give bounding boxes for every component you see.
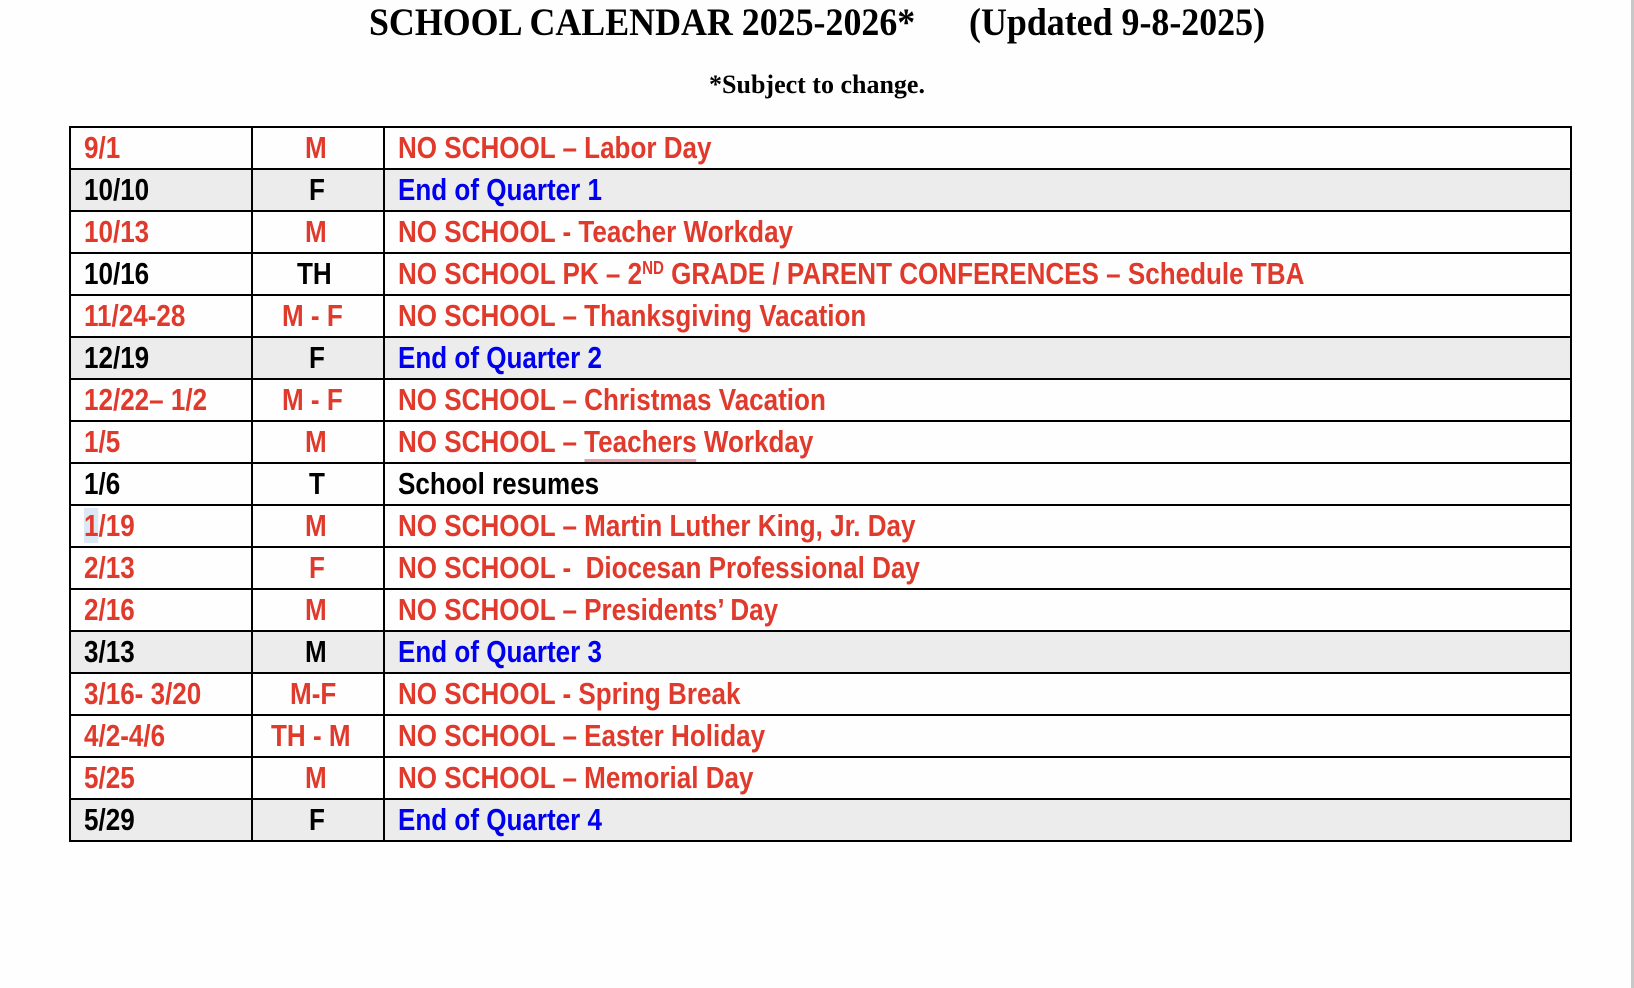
date-cell: 5/29 (70, 799, 252, 841)
date-cell: 10/16 (70, 253, 252, 295)
table-row (70, 799, 1571, 841)
event-cell: NO SCHOOL – Martin Luther King, Jr. Day (384, 505, 1571, 547)
event-cell: End of Quarter 2 (384, 337, 1571, 379)
event-text-post: GRADE / PARENT CONFERENCES – Schedule TBA (663, 256, 1305, 291)
table-row (70, 589, 1571, 631)
event-text-pre: NO SCHOOL PK – 2 (398, 256, 643, 291)
event-cell: NO SCHOOL – Christmas Vacation (384, 379, 1571, 421)
date-cell: 12/22– 1/2 (70, 379, 252, 421)
event-cell: NO SCHOOL - Diocesan Professional Day (384, 547, 1571, 589)
event-cell: NO SCHOOL - Teacher Workday (384, 211, 1571, 253)
date-cell: 11/24-28 (70, 295, 252, 337)
table-row (70, 421, 1571, 463)
date-cell: 10/10 (70, 169, 252, 211)
event-cell (384, 253, 1571, 295)
day-cell: M - F (252, 295, 384, 337)
event-cell (384, 421, 1571, 463)
event-cell: End of Quarter 3 (384, 631, 1571, 673)
ordinal-superscript: ND (642, 258, 664, 278)
day-cell: F (252, 799, 384, 841)
day-cell: M - F (252, 379, 384, 421)
date-cell: 10/13 (70, 211, 252, 253)
calendar-table (69, 126, 1572, 842)
page-title: SCHOOL CALENDAR 2025-2026* (Updated 9-8-2025) (368, 1, 1266, 44)
date-cell: 3/13 (70, 631, 252, 673)
day-cell: T (252, 463, 384, 505)
table-row (70, 379, 1571, 421)
table-row (70, 505, 1571, 547)
table-row (70, 547, 1571, 589)
event-cell: NO SCHOOL – Labor Day (384, 127, 1571, 169)
date-cell: 12/19 (70, 337, 252, 379)
table-row (70, 463, 1571, 505)
date-cell: 4/2-4/6 (70, 715, 252, 757)
event-cell: End of Quarter 1 (384, 169, 1571, 211)
event-cell: NO SCHOOL – Easter Holiday (384, 715, 1571, 757)
text-selection: 1 (84, 508, 99, 543)
day-cell: F (252, 337, 384, 379)
table-row (70, 757, 1571, 799)
day-cell: M (252, 757, 384, 799)
table-row (70, 631, 1571, 673)
table-row (70, 295, 1571, 337)
table-row (70, 337, 1571, 379)
event-text-post: Workday (696, 424, 814, 459)
day-cell: M (252, 421, 384, 463)
date-cell: 2/13 (70, 547, 252, 589)
day-cell: TH (252, 253, 384, 295)
date-cell: 3/16- 3/20 (70, 673, 252, 715)
event-cell: NO SCHOOL – Presidents’ Day (384, 589, 1571, 631)
table-row (70, 715, 1571, 757)
event-text-pre: NO SCHOOL – (398, 424, 585, 459)
date-cell: 9/1 (70, 127, 252, 169)
spellcheck-underlined-word: Teachers (584, 424, 696, 462)
day-cell: F (252, 547, 384, 589)
event-cell: End of Quarter 4 (384, 799, 1571, 841)
day-cell: M (252, 631, 384, 673)
table-row (70, 169, 1571, 211)
table-row (70, 211, 1571, 253)
subtitle-note: *Subject to change. (709, 70, 925, 99)
event-cell: School resumes (384, 463, 1571, 505)
day-cell: M (252, 211, 384, 253)
date-cell: 1/19 (70, 505, 252, 547)
date-cell: 1/6 (70, 463, 252, 505)
date-cell: 2/16 (70, 589, 252, 631)
day-cell: M (252, 589, 384, 631)
day-cell: F (252, 169, 384, 211)
day-cell: TH - M (252, 715, 384, 757)
event-cell: NO SCHOOL – Thanksgiving Vacation (384, 295, 1571, 337)
date-cell: 1/5 (70, 421, 252, 463)
event-cell: NO SCHOOL - Spring Break (384, 673, 1571, 715)
date-cell: 5/25 (70, 757, 252, 799)
event-cell: NO SCHOOL – Memorial Day (384, 757, 1571, 799)
table-row (70, 673, 1571, 715)
day-cell: M (252, 505, 384, 547)
table-row (70, 253, 1571, 295)
day-cell: M (252, 127, 384, 169)
table-row (70, 127, 1571, 169)
day-cell: M-F (252, 673, 384, 715)
